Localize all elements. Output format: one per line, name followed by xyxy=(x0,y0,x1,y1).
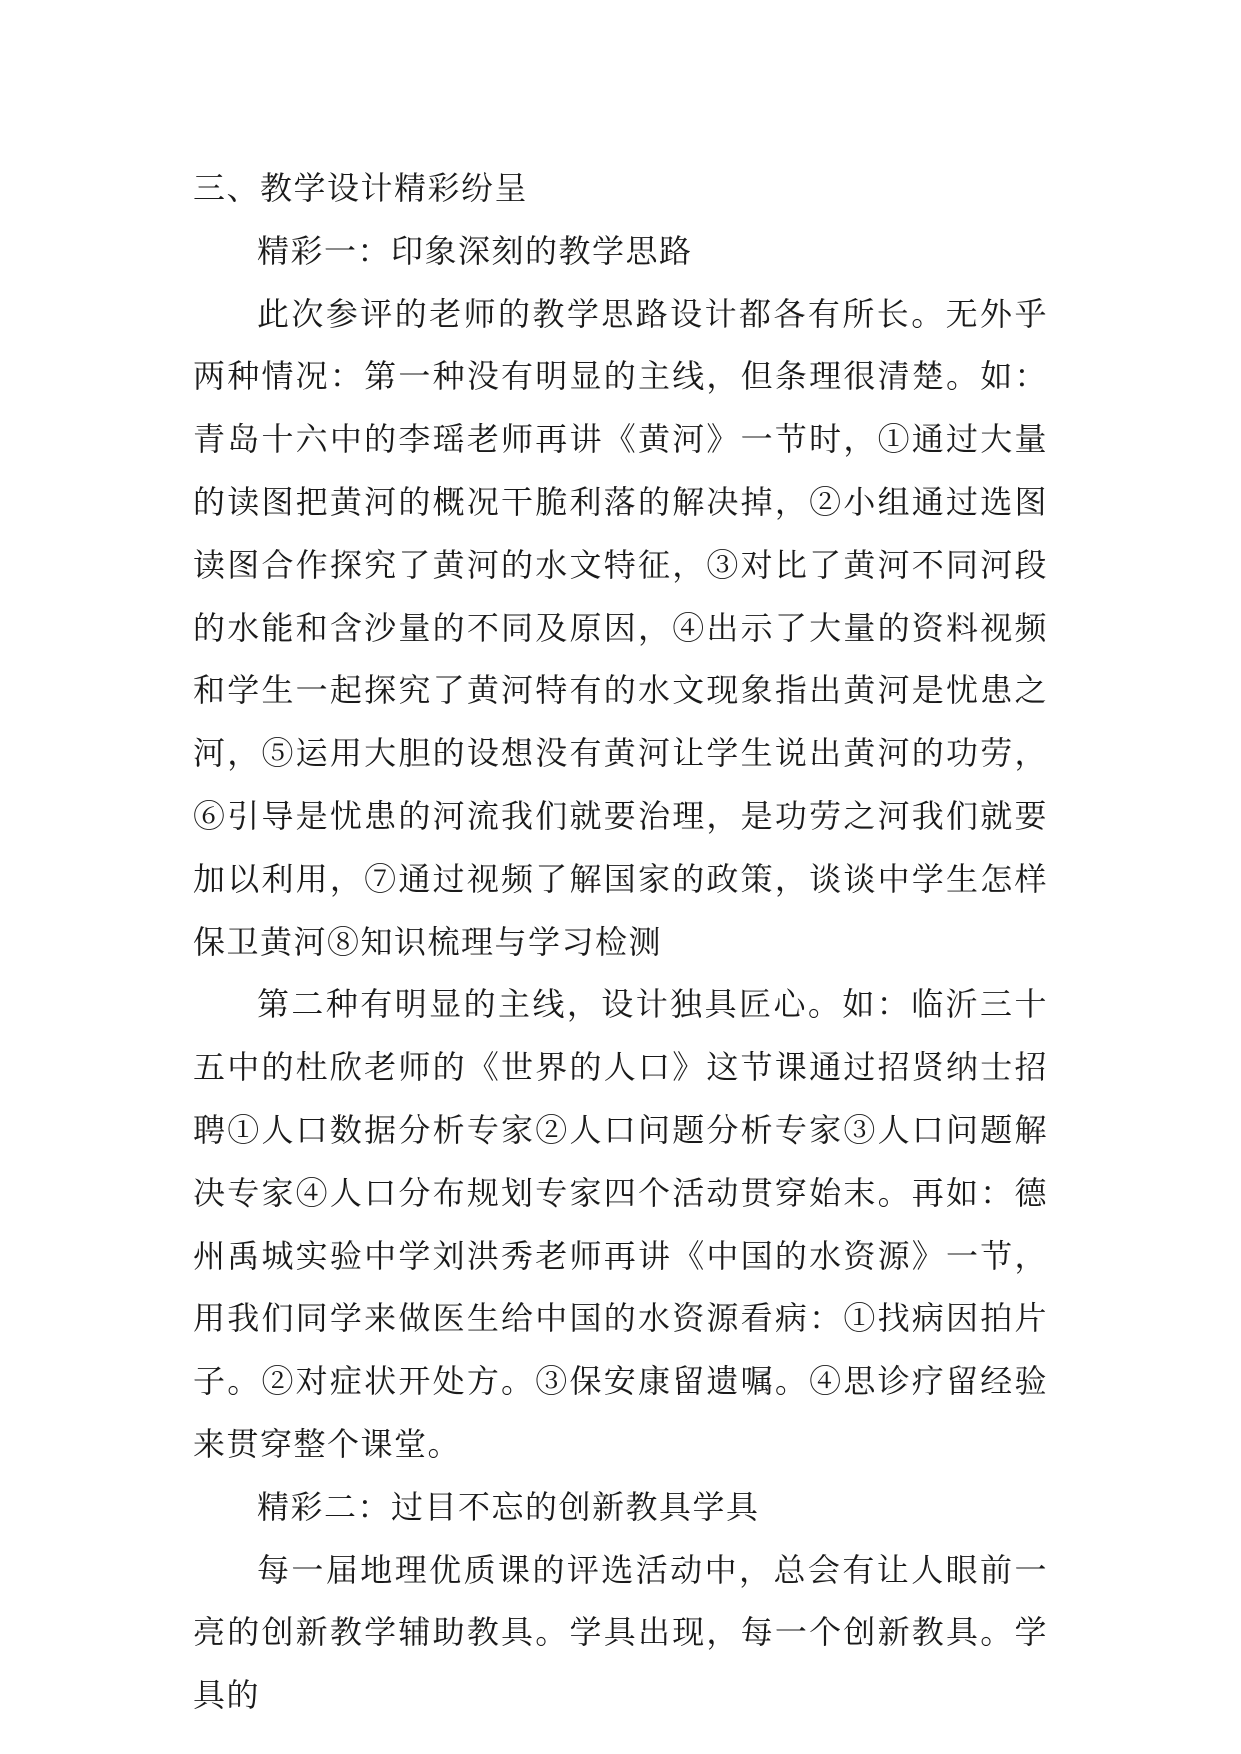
highlight-two-paragraph-1: 每一届地理优质课的评选活动中，总会有让人眼前一亮的创新教学辅助教具。学具出现，每一个创新教具。学具的 xyxy=(193,1550,1048,1715)
highlight-one-paragraph-1: 此次参评的老师的教学思路设计都各有所长。无外乎两种情况：第一种没有明显的主线，但条理很清楚。如：青岛十六中的李瑶老师再讲《黄河》一节时，①通过大量的读图把黄河的概况干脆利落的解决掉，②小组通过选图读图合作探究了黄河的水文特征，③对比了黄河不同河段的水能和含沙量的不同及原因，④出示了大量的资料视频和学生一起探究了黄河特有的水文现象指出黄河是忧患之河，⑤运用大胆的设想没有黄河让学生说出黄河的功劳，⑥引导是忧患的河流我们就要治理，是功劳之河我们就要加以利用，⑦通过视频了解国家的政策，谈谈中学生怎样保卫黄河⑧知识梳理与学习检测 xyxy=(193,294,1048,961)
document-body xyxy=(193,157,1048,1727)
highlight-two-title: 精彩二：过目不忘的创新教具学具 xyxy=(257,1487,760,1526)
highlight-one-title: 精彩一：印象深刻的教学思路 xyxy=(257,231,693,270)
section-heading: 三、教学设计精彩纷呈 xyxy=(193,169,529,207)
highlight-one-paragraph-2: 第二种有明显的主线，设计独具匠心。如：临沂三十五中的杜欣老师的《世界的人口》这节课通过招贤纳士招聘①人口数据分析专家②人口问题分析专家③人口问题解决专家④人口分布规划专家四个活动贯穿始末。再如：德州禹城实验中学刘洪秀老师再讲《中国的水资源》一节，用我们同学来做医生给中国的水资源看病：①找病因拍片子。②对症状开处方。③保安康留遗嘱。④思诊疗留经验来贯穿整个课堂。 xyxy=(193,985,1048,1463)
